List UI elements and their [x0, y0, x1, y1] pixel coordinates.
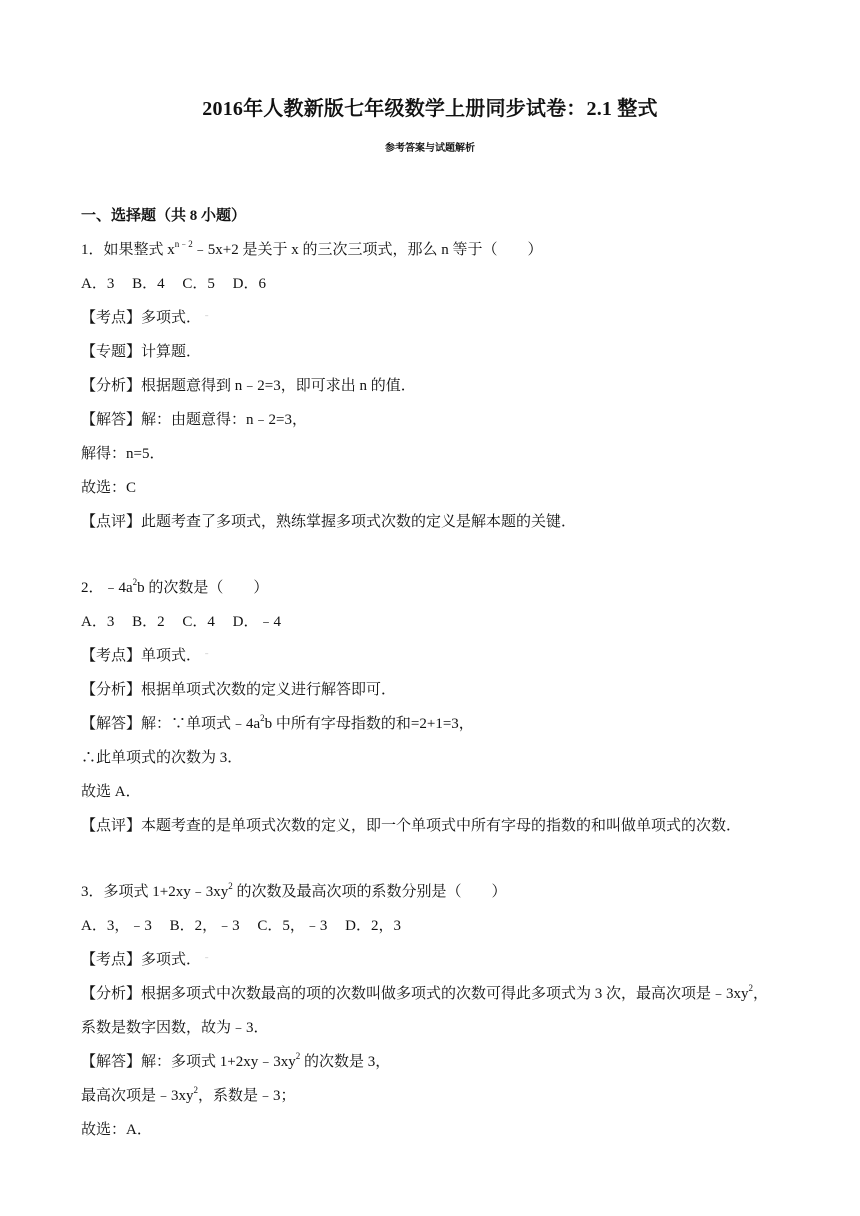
option-a: A．3: [81, 276, 115, 292]
option-c: C．5: [182, 276, 215, 292]
option-c: C．4: [182, 614, 215, 630]
document-body: [81, 204, 781, 1152]
question-1-answer: 故选：C: [81, 480, 137, 496]
mark-icon: ˉ: [205, 314, 209, 325]
question-1-stem: 1．如果整式 $x^{n﹣2}﹣5x+2$ 是关于 x 的三次三项式，那么 n 等于（ ）: [81, 239, 543, 258]
question-2-jieda-line2: ∴此单项式的次数为 3．: [81, 750, 243, 766]
option-b: B．4: [132, 276, 165, 292]
question-1-kaodian: 【考点】多项式． ˉ: [81, 310, 209, 326]
question-1-dianping: 【点评】此题考查了多项式，熟练掌握多项式次数的定义是解本题的关键．: [81, 514, 577, 530]
question-3-jieda-line2: 最高次项是$﹣3xy^2$，系数是﹣3；: [81, 1085, 296, 1104]
question-2-stem: 2．$﹣4a^2b$ 的次数是（ ）: [81, 577, 269, 596]
option-a: A．3: [81, 614, 115, 630]
option-c: C．5，﹣3: [257, 918, 328, 934]
question-3-options: [81, 914, 781, 948]
question-3-jieda: 【解答】解：多项式 $1+2xy﹣3xy^2$ 的次数是 3，: [81, 1051, 391, 1070]
option-a: A．3，﹣3: [81, 918, 152, 934]
question-2-jieda: 【解答】解：∵单项式$﹣4a^2b$ 中所有字母指数的和=2+1=3，: [81, 713, 474, 732]
option-d: D．6: [232, 276, 266, 292]
question-3-stem: 3．多项式 $1+2xy﹣3xy^2$ 的次数及最高次项的系数分别是（ ）: [81, 881, 507, 900]
question-3-fenxi-line2: 系数是数字因数，故为﹣3．: [81, 1020, 269, 1036]
question-1-options: [81, 272, 781, 306]
option-b: B．2，﹣3: [169, 918, 240, 934]
question-3-kaodian: 【考点】多项式． ˉ: [81, 952, 209, 968]
question-2-options: [81, 610, 781, 644]
question-1-jieda: 【解答】解：由题意得：n﹣2=3，: [81, 412, 307, 428]
question-1-fenxi: 【分析】根据题意得到 n﹣2=3，即可求出 n 的值．: [81, 378, 416, 394]
question-2-kaodian: 【考点】单项式． ˉ: [81, 648, 209, 664]
question-2-dianping: 【点评】本题考查的是单项式次数的定义，即一个单项式中所有字母的指数的和叫做单项式的次数．: [81, 818, 742, 834]
mark-icon: ˉ: [205, 956, 209, 967]
question-1-jieda-line2: 解得：n=5．: [81, 446, 165, 462]
page-subtitle: 参考答案与试题解析: [385, 143, 475, 154]
option-d: D．﹣4: [232, 614, 281, 630]
question-3-fenxi: 【分析】根据多项式中次数最高的项的次数叫做多项式的次数可得此多项式为 3 次，最高次项是$﹣3xy^2$，: [81, 983, 769, 1002]
mark-icon: ˉ: [205, 652, 209, 663]
question-1-zhuanti: 【专题】计算题．: [81, 344, 202, 360]
section-heading: 一、选择题（共 8 小题）: [81, 208, 247, 224]
question-2-answer: 故选 A．: [81, 784, 141, 800]
option-d: D．2，3: [345, 918, 401, 934]
page-title: 2016年人教新版七年级数学上册同步试卷：2.1 整式: [202, 98, 658, 120]
question-3-answer: 故选：A．: [81, 1122, 152, 1138]
option-b: B．2: [132, 614, 165, 630]
question-2-fenxi: 【分析】根据单项式次数的定义进行解答即可．: [81, 682, 397, 698]
